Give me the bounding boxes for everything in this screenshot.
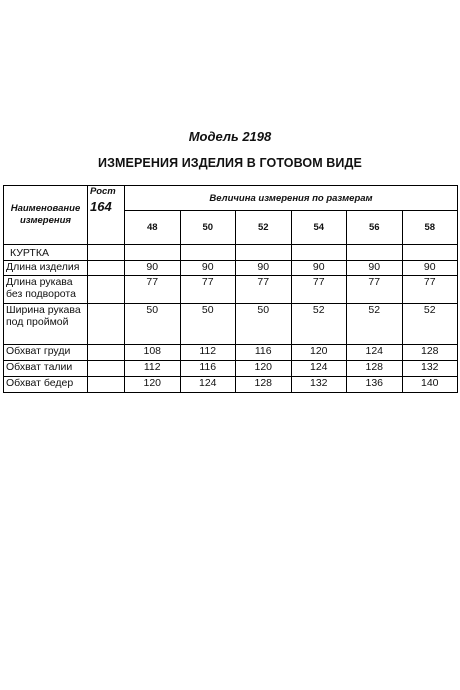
measurement-value: 50	[236, 304, 292, 345]
measurement-value: 77	[347, 276, 403, 304]
measurement-label: Ширина рукава под проймой	[4, 304, 88, 345]
measurement-value: 90	[236, 261, 292, 276]
measurement-label: Обхват груди	[4, 345, 88, 361]
name-column-header: Наименование измерения	[4, 186, 88, 245]
measurement-value: 128	[347, 361, 403, 377]
measurement-label: Обхват талии	[4, 361, 88, 377]
empty-cell	[88, 245, 125, 261]
size-header: 52	[236, 211, 292, 245]
measurement-value: 116	[180, 361, 236, 377]
measurement-value: 120	[236, 361, 292, 377]
empty-cell	[180, 245, 236, 261]
measurement-value: 52	[402, 304, 458, 345]
empty-cell	[88, 361, 125, 377]
size-header: 54	[291, 211, 347, 245]
table-row	[4, 377, 458, 393]
measurement-value: 128	[402, 345, 458, 361]
rost-label: Рост	[90, 186, 116, 197]
measurement-value: 90	[125, 261, 181, 276]
section-label: КУРТКА	[4, 245, 88, 261]
measurement-value: 77	[125, 276, 181, 304]
measurement-value: 90	[180, 261, 236, 276]
measurement-value: 77	[402, 276, 458, 304]
table-row	[4, 304, 458, 345]
table-row	[4, 276, 458, 304]
measurement-value: 124	[347, 345, 403, 361]
measurement-value: 90	[402, 261, 458, 276]
size-header: 48	[125, 211, 181, 245]
measurement-value: 50	[180, 304, 236, 345]
measurement-value: 52	[347, 304, 403, 345]
model-title: Модель 2198	[188, 129, 272, 144]
size-table	[3, 185, 458, 393]
sizes-caption: Величина измерения по размерам	[125, 186, 458, 211]
empty-cell	[236, 245, 292, 261]
measurement-value: 77	[236, 276, 292, 304]
empty-cell	[347, 245, 403, 261]
measurement-value: 112	[180, 345, 236, 361]
empty-cell	[291, 245, 347, 261]
empty-cell	[88, 345, 125, 361]
measurement-value: 90	[347, 261, 403, 276]
measurement-value: 124	[291, 361, 347, 377]
rost-header	[88, 186, 125, 245]
measurement-value: 140	[402, 377, 458, 393]
measurement-value: 120	[125, 377, 181, 393]
measurement-value: 77	[291, 276, 347, 304]
document-heading: ИЗМЕРЕНИЯ ИЗДЕЛИЯ В ГОТОВОМ ВИДЕ	[98, 156, 362, 170]
measurement-label: Обхват бедер	[4, 377, 88, 393]
section-row	[4, 245, 458, 261]
measurement-value: 128	[236, 377, 292, 393]
empty-cell	[88, 377, 125, 393]
empty-cell	[402, 245, 458, 261]
rost-value: 164	[90, 199, 112, 214]
measurement-value: 136	[347, 377, 403, 393]
measurement-value: 120	[291, 345, 347, 361]
empty-cell	[88, 304, 125, 345]
measurement-value: 77	[180, 276, 236, 304]
empty-cell	[125, 245, 181, 261]
measurement-label: Длина изделия	[4, 261, 88, 276]
measurement-value: 116	[236, 345, 292, 361]
empty-cell	[88, 261, 125, 276]
measurement-value: 108	[125, 345, 181, 361]
size-header: 56	[347, 211, 403, 245]
table-row	[4, 361, 458, 377]
size-header: 58	[402, 211, 458, 245]
size-header: 50	[180, 211, 236, 245]
measurement-value: 132	[402, 361, 458, 377]
measurement-value: 90	[291, 261, 347, 276]
measurement-value: 52	[291, 304, 347, 345]
measurement-value: 132	[291, 377, 347, 393]
measurement-value: 112	[125, 361, 181, 377]
table-row	[4, 261, 458, 276]
measurement-value: 50	[125, 304, 181, 345]
measurement-value: 124	[180, 377, 236, 393]
measurement-label: Длина рукава без подворота	[4, 276, 88, 304]
table-header-row	[4, 186, 458, 211]
table-row	[4, 345, 458, 361]
empty-cell	[88, 276, 125, 304]
